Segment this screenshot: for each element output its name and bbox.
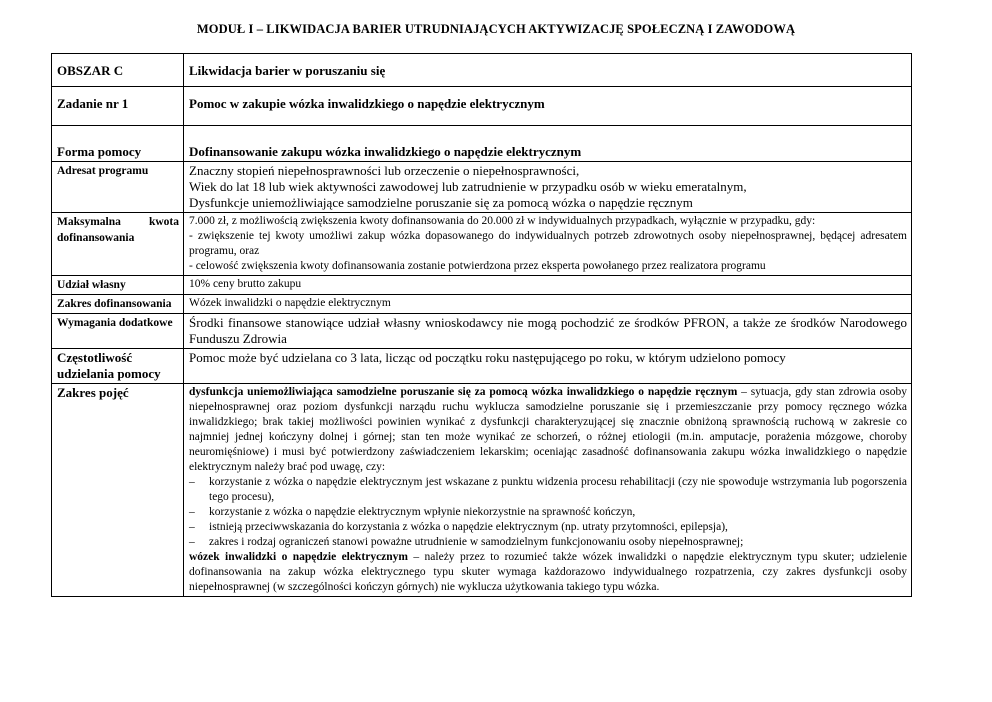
dash-mark: – (189, 476, 195, 488)
row-zadanie (52, 87, 912, 126)
row-adresat (52, 162, 912, 213)
definition-2 (189, 550, 907, 595)
forma-value: Dofinansowanie zakupu wózka inwalidzkiego o napędzie elektrycznym (184, 126, 912, 162)
row-pojecia (52, 384, 912, 597)
bullet-item (189, 520, 907, 535)
czestotliwosc-label: Częstotliwość udzielania pomocy (52, 349, 184, 384)
maksymalna-line: - celowość zwiększenia kwoty dofinansowania zostanie potwierdzona przez eksperta powołanego przez realizatora programu (189, 260, 766, 272)
bullet-text: korzystanie z wózka o napędzie elektrycznym wpłynie niekorzystnie na sprawność kończyn, (209, 506, 636, 518)
bullet-text: zakres i rodzaj ograniczeń stanowi poważne utrudnienie w samodzielnym funkcjonowaniu osoby niepełnosprawnej; (209, 536, 744, 548)
dash-mark: – (189, 536, 195, 548)
obszar-value: Likwidacja barier w poruszaniu się (184, 54, 912, 87)
dash-mark: – (189, 506, 195, 518)
definition-1-text: – sytuacja, gdy stan zdrowia osoby niepełnosprawnej oraz poziom dysfunkcji narządu ruchu wyklucza samodzielne poruszanie się i przemieszczanie przy pomocy ręcznego wózka inwalidzkiego; brak takiej możliwości powinien wynikać z dysfunkcji charakteryzującej się znacznie obniżoną sprawnością ruchową w zakresie co najmniej jednej kończyny dolnej i górnej; stan ten może wynikać ze schorzeń, o różnej etiologii (m.in. amputacje, porażenia mózgowe, choroby neuromięśniowe) i musi być potwierdzony zaświadczeniem lekarskim; oceniając zasadność dofinansowania zakupu wózka inwalidzkiego o napędzie elektrycznym należy brać pod uwagę, czy: (189, 386, 907, 473)
bullet-text: istnieją przeciwwskazania do korzystania z wózka o napędzie elektrycznym (np. utraty przytomności, epilepsja), (209, 521, 728, 533)
maksymalna-label-a: Maksymalna (57, 216, 121, 228)
zadanie-label: Zadanie nr 1 (52, 87, 184, 126)
bullet-item (189, 475, 907, 505)
definition-2-text: – należy przez to rozumieć także wózek inwalidzki o napędzie elektrycznym typu skuter; udzielenie dofinansowania na zakup wózka elektrycznego typu skuter wymaga każdorazowo indywidualnego rozpatrzenia, czy zakres dysfunkcji osoby niepełnosprawnej (w szczególności kończyn górnych) nie wyklucza użytkowania takiego typu wózka. (189, 551, 907, 593)
obszar-label: OBSZAR C (52, 54, 184, 87)
wymagania-label: Wymagania dodatkowe (52, 314, 184, 349)
czestotliwosc-value: Pomoc może być udzielana co 3 lata, licząc od początku roku następującego po roku, w którym udzielono pomocy (184, 349, 912, 384)
row-obszar (52, 54, 912, 87)
pojecia-value (184, 384, 912, 597)
definition-1 (189, 385, 907, 475)
maksymalna-label (52, 213, 184, 276)
page-title: MODUŁ I – LIKWIDACJA BARIER UTRUDNIAJĄCYCH AKTYWIZACJĘ SPOŁECZNĄ I ZAWODOWĄ (196, 22, 796, 36)
adresat-value (184, 162, 912, 213)
dash-mark: – (189, 521, 195, 533)
zadanie-value: Pomoc w zakupie wózka inwalidzkiego o napędzie elektrycznym (184, 87, 912, 126)
row-udzial (52, 276, 912, 295)
wymagania-value: Środki finansowe stanowiące udział własny wnioskodawcy nie mogą pochodzić ze środków PFRON, a także ze środków Narodowego Funduszu Zdrowia (184, 314, 912, 349)
udzial-value: 10% ceny brutto zakupu (184, 276, 912, 295)
definition-1-term: dysfunkcja uniemożliwiająca samodzielne poruszanie się za pomocą wózka inwalidzkiego o napędzie ręcznym (189, 386, 738, 398)
bullet-item (189, 535, 907, 550)
adresat-line: Dysfunkcje uniemożliwiające samodzielne poruszanie się za pomocą wózka o napędzie ręcznym (189, 195, 693, 210)
udzial-label: Udział własny (52, 276, 184, 295)
bullet-item (189, 505, 907, 520)
maksymalna-label-c: dofinansowania (57, 232, 135, 244)
row-zakres-dofinansowania (52, 295, 912, 314)
adresat-line: Znaczny stopień niepełnosprawności lub orzeczenie o niepełnosprawności, (189, 163, 580, 178)
forma-label: Forma pomocy (52, 126, 184, 162)
pojecia-label: Zakres pojęć (52, 384, 184, 597)
maksymalna-value (184, 213, 912, 276)
maksymalna-label-b: kwota (148, 216, 179, 228)
maksymalna-line: 7.000 zł, z możliwością zwiększenia kwoty dofinansowania do 20.000 zł w indywidualnych przypadkach, wyłącznie w przypadku, gdy: (189, 215, 816, 227)
definition-2-term: wózek inwalidzki o napędzie elektrycznym (189, 551, 408, 563)
row-wymagania (52, 314, 912, 349)
row-maksymalna (52, 213, 912, 276)
adresat-line: Wiek do lat 18 lub wiek aktywności zawodowej lub zatrudnienie w przypadku osób w wieku emeratalnym, (189, 179, 747, 194)
bullet-text: korzystanie z wózka o napędzie elektrycznym jest wskazane z punktu widzenia procesu rehabilitacji (czy nie spowoduje wstrzymania lub pogorszenia tego procesu), (209, 476, 907, 503)
program-table (51, 53, 912, 597)
maksymalna-line: - zwiększenie tej kwoty umożliwi zakup wózka dopasowanego do indywidualnych potrzeb zdrowotnych osoby niepełnosprawnej, będącej adresatem programu, oraz (189, 230, 907, 257)
row-czestotliwosc (52, 349, 912, 384)
row-forma (52, 126, 912, 162)
adresat-label: Adresat programu (52, 162, 184, 213)
zakres-dof-label: Zakres dofinansowania (52, 295, 184, 314)
zakres-dof-value: Wózek inwalidzki o napędzie elektrycznym (184, 295, 912, 314)
